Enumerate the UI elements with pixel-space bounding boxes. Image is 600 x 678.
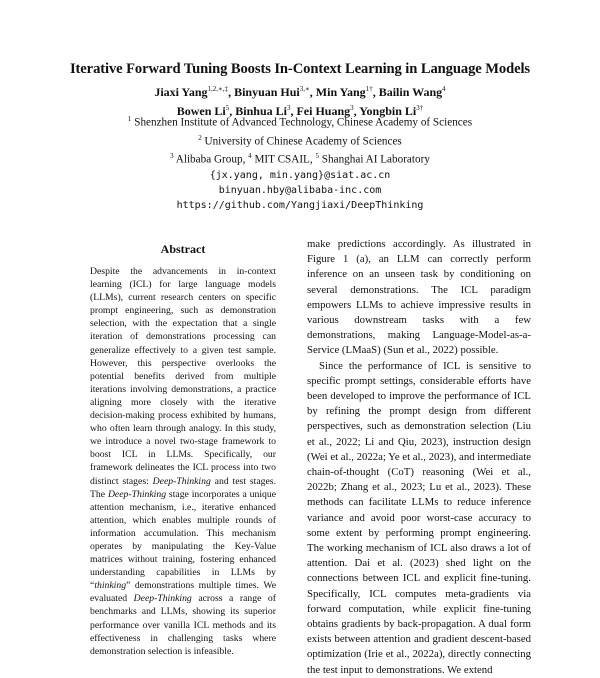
- author-name: Fei Huang: [296, 103, 351, 118]
- abstract-segment: Despite the advancements in in-context learning (ICL) for large language models (LLMs), current research centers on specific prompt engineering, such as demonstration selection, with the expectation that a single iteration of demonstrations processing can generalize effectively to a given test sample. However, this perspective overlooks the potential benefits derived from multiple iterations involving demonstrations, a practice aligning more closely with the iterative decision-making process exhibited by humans, who often learn through analogy. In this study, we introduce a novel two-stage framework to boost ICL in LLMs. Specifically, our framework delineates the ICL process into two distinct stages:: [90, 266, 276, 487]
- author-affil-marker: 1,2,∗,‡: [207, 85, 229, 93]
- github-link[interactable]: https://github.com/Yangjiaxi/DeepThinking: [176, 200, 424, 212]
- abstract-emphasis: Deep-Thinking: [133, 593, 192, 605]
- author-affil-marker: 1†: [365, 85, 373, 93]
- author-name: Binyuan Hui: [234, 85, 300, 99]
- author-line-1: Jiaxi Yang$^{1,2,∗,\ddagger}$, Binyuan Hui$^{3,∗}$, Min Yang$^{1\dagger}$, Bailin Wang$^4$: [154, 85, 446, 99]
- author-affil-marker: 3†: [416, 103, 424, 112]
- affiliation-text: MIT CSAIL,: [254, 154, 313, 167]
- author-affil-marker: 3: [286, 103, 291, 112]
- body-paragraph-2: Since the performance of ICL is sensitive to specific prompt settings, considerable efforts have been developed to improve the performance of ICL by refining the prompt design from different perspectives, such as demonstration selection (Liu et al., 2022; Li and Qiu, 2023), instruction design (Wei et al., 2022a; Ye et al., 2023), and intermediate chain-of-thought (CoT) reasoning (Wei et al., 2022b; Zhang et al., 2023; Lu et al., 2023). These methods can facilitate LLMs to reduce inference variance and avoid poor worst-case accuracy to some extent by performing prompt engineering. The working mechanism of ICL also draws a lot of attention. Dai et al. (2023) shed light on the connections between ICL and explicit fine-tuning. Specifically, ICL computes meta-gradients via forward computation, while explicit fine-tuning obtains gradients by back-propagation. A dual form exists between attention and gradient descent-based optimization (Irie et al., 2022a), directly connecting the test input to demonstrations. We extend: [307, 359, 531, 676]
- affiliation-text: University of Chinese Academy of Sciences: [204, 135, 402, 148]
- author-line-2: Bowen Li$^5$, Binhua Li$^3$, Fei Huang$^3$, Yongbin $Li^{3\dagger}$: [176, 103, 424, 118]
- email-line-1[interactable]: {jx.yang, min.yang}@siat.ac.cn: [209, 170, 391, 182]
- body-column-right: [307, 237, 531, 678]
- affiliations: [0, 112, 600, 213]
- affil-marker: 2: [198, 133, 202, 142]
- affil-marker: 1: [127, 115, 132, 123]
- author-affil-marker: 4: [442, 85, 446, 93]
- author-affil-marker: 3: [350, 103, 354, 112]
- author-name: Min Yang: [315, 85, 366, 99]
- affiliation-line-3: [0, 149, 600, 168]
- abstract-emphasis: Deep-Thinking: [107, 488, 167, 500]
- author-name: Bowen Li: [176, 103, 226, 118]
- author-name: Yongbin Li: [359, 103, 417, 118]
- affiliation-text: Shenzhen Institute of Advanced Technology, Chinese Academy of Sciences: [134, 116, 473, 129]
- abstract-text: [90, 265, 276, 658]
- author-name: Bailin Wang: [378, 85, 443, 99]
- abstract-segment: ” demonstrations multiple times. We evaluated: [90, 580, 276, 605]
- affiliation-line-1: [0, 112, 600, 131]
- abstract-segment: across a range of benchmarks and LLMs, showing its superior performance over vanilla ICL methods and its effectiveness in challenging tasks where demonstration selection is infeasible.: [90, 593, 276, 657]
- abstract-segment: and test stages. The: [90, 475, 276, 500]
- affiliation-text: Alibaba Group,: [175, 154, 246, 167]
- abstract-segment: stage incorporates a unique attention mechanism, i.e., iterative enhanced attention, which enables multiple rounds of information accumulation. This mechanism operates by manipulating the Key-Value matrices without training, fostering enhanced understanding capabilities in LLMs by “: [90, 488, 277, 592]
- body-paragraph-1: make predictions accordingly. As illustrated in Figure 1 (a), an LLM can correctly perform inference on an unseen task by conditioning on several demonstrations. The ICL paradigm empowers LLMs to achieve impressive results in various downstream tasks with a few demonstrations, making Language-Model-as-a-Service (LMaaS) (Sun et al., 2022) possible.: [307, 238, 531, 357]
- affil-marker: 4: [248, 152, 252, 161]
- affil-marker: 3: [170, 152, 174, 161]
- paper-title: Iterative Forward Tuning Boosts In-Context Learning in Language Models: [69, 61, 531, 77]
- author-affil-marker: 5: [225, 103, 230, 112]
- email-line-2[interactable]: binyuan.hby@alibaba-inc.com: [218, 185, 382, 197]
- author-affil-marker: 3,∗: [299, 85, 310, 93]
- affiliation-line-2: [0, 131, 600, 150]
- abstract-heading: Abstract: [160, 242, 206, 256]
- abstract-emphasis: Deep-Thinking: [152, 475, 211, 487]
- affil-marker: 5: [315, 152, 319, 161]
- author-name: Jiaxi Yang: [154, 85, 208, 99]
- affiliation-text: Shanghai AI Laboratory: [321, 154, 430, 167]
- author-name: Binhua Li: [235, 103, 287, 118]
- abstract-emphasis: thinking: [94, 580, 127, 592]
